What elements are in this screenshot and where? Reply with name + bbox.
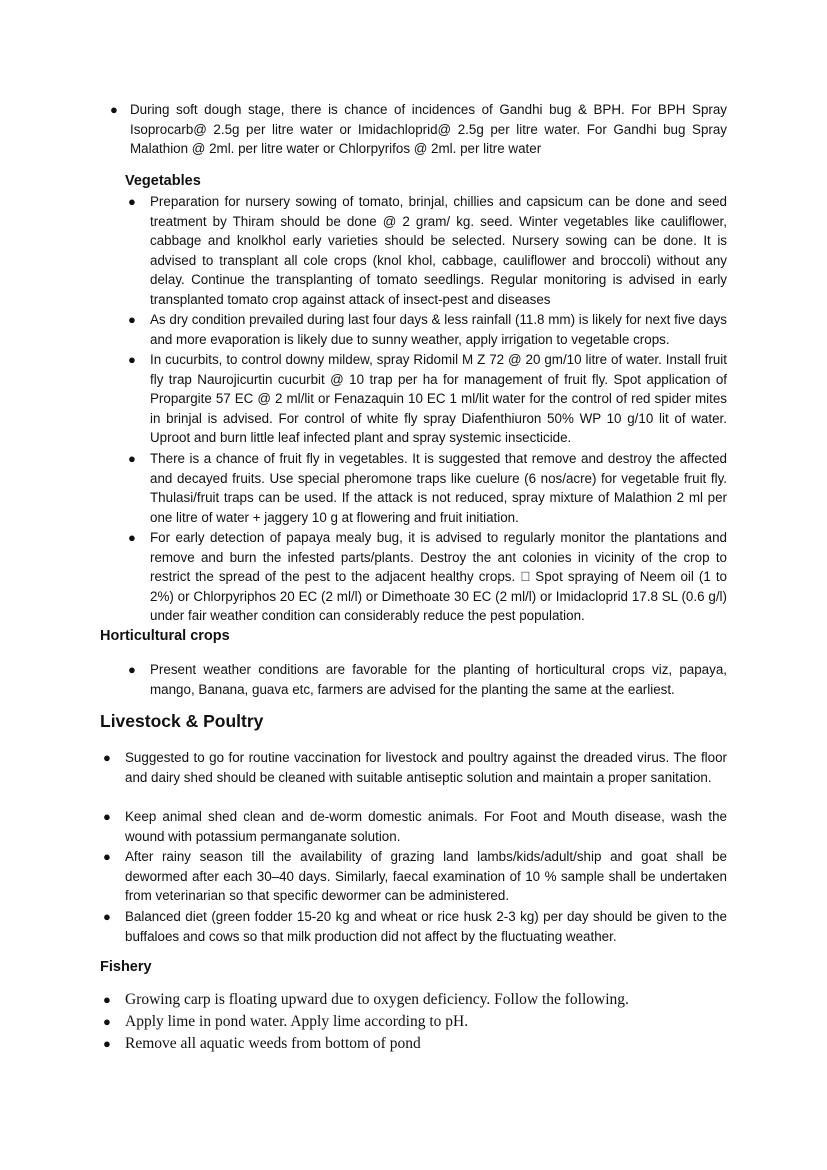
livestock-item: Suggested to go for routine vaccination for livestock and poultry against the dreaded virus. The floor and dairy shed should be cleaned with suitable antiseptic solution and maintain a proper sanitation. [125, 750, 727, 785]
bullet-icon: ● [103, 809, 111, 824]
livestock-item: Balanced diet (green fodder 15-20 kg and wheat or rice husk 2-3 kg) per day should be given to the buffaloes and cows so that milk production did not affect by the fluctuating weather. [125, 909, 727, 944]
horticultural-heading: Horticultural crops [100, 628, 230, 644]
vegetables-item: There is a chance of fruit fly in vegetables. It is suggested that remove and destroy the affected and decayed fruits. Use special pheromone traps like cuelure (6 nos/acre) for vegetable fruit fly. Thulasi/fruit traps can be used. If the attack is not reduced, spray mixture of Malathion 2 ml per one litre of water + jaggery 10 g at flowering and fruit initiation. [150, 451, 727, 525]
vegetables-item: As dry condition prevailed during last four days & less rainfall (11.8 mm) is likely for next five days and more evaporation is likely due to sunny weather, apply irrigation to vegetable crops. [150, 312, 727, 347]
bullet-icon: ● [103, 849, 111, 864]
bullet-icon: ● [103, 750, 111, 765]
fishery-item: Apply lime in pond water. Apply lime according to pH. [125, 1013, 469, 1030]
bullet-icon: ● [103, 1036, 111, 1051]
bullet-icon: ● [128, 662, 136, 677]
livestock-item: Keep animal shed clean and de-worm domestic animals. For Foot and Mouth disease, wash the wound with potassium permanganate solution. [125, 809, 727, 844]
bullet-icon: ● [128, 352, 136, 367]
bullet-icon: ● [103, 909, 111, 924]
rice-pest-note: During soft dough stage, there is chance of incidences of Gandhi bug & BPH. For BPH Spray Isoprocarb@ 2.5g per litre water or Imidachloprid@ 2.5g per litre water. For Gandhi bug Spray Malathion @ 2ml. per litre water or Chlorpyrifos @ 2ml. per litre water [130, 102, 727, 157]
horticultural-item: Present weather conditions are favorable for the planting of horticultural crops viz, papaya, mango, Banana, guava etc, farmers are advised for the planting the same at the earliest. [150, 662, 727, 697]
bullet-icon: ● [103, 1014, 111, 1029]
fishery-item: Growing carp is floating upward due to oxygen deficiency. Follow the following. [125, 991, 629, 1008]
vegetables-item: In cucurbits, to control downy mildew, spray Ridomil M Z 72 @ 20 gm/10 litre of water. Install fruit fly trap Naurojicurtin cucurbit @ 10 trap per ha for management of fruit fly. Spot application of Propargite 57 EC @ 2 ml/lit or Fenazaquin 10 EC 1 ml/lit water for the control of red spider mites in brinjal is advised. For control of white fly spray Diafenthiuron 50% WP 10 g/10 lit of water. Uproot and burn little leaf infected plant and spray systemic insecticide. [150, 352, 727, 446]
fishery-item: Remove all aquatic weeds from bottom of pond [125, 1035, 421, 1052]
vegetables-item: For early detection of papaya mealy bug, it is advised to regularly monitor the plantations and remove and burn the infested parts/plants. Destroy the ant colonies in vicinity of the crop to restrict the spread of the pest to the adjacent healthy crops. Spot spraying of Neem oil (1 to 2%) or Chlorpyriphos 20 EC (2 ml/l) or Dimethoate 30 EC (2 ml/l) or Imidacloprid 17.8 SL (0.6 g/l) under fair weather condition can considerably reduce the pest population. [150, 530, 727, 624]
bullet-icon: ● [128, 530, 136, 545]
vegetables-item: Preparation for nursery sowing of tomato, brinjal, chillies and capsicum can be done and seed treatment by Thiram should be done @ 2 gram/ kg. seed. Winter vegetables like cauliflower, cabbage and knolkhol early varieties should be selected. Nursery sowing can be done. It is advised to transplant all cole crops (knol khol, cabbage, cauliflower and broccoli) without any delay. Continue the transplanting of tomato seedlings. Regular monitoring is advised in early transplanted tomato crop against attack of insect-pest and diseases [150, 194, 727, 307]
livestock-heading: Livestock & Poultry [100, 711, 264, 731]
bullet-icon: ● [128, 312, 136, 327]
vegetables-heading: Vegetables [125, 173, 201, 189]
bullet-icon: ● [128, 451, 136, 466]
livestock-item: After rainy season till the availability of grazing land lambs/kids/adult/ship and goat shall be dewormed after each 30–40 days. Similarly, faecal examination of 10 % sample shall be undertaken from veterinarian so that specific dewormer can be administered. [125, 849, 727, 904]
bullet-icon: ● [110, 102, 118, 117]
fishery-heading: Fishery [100, 959, 152, 975]
bullet-icon: ● [103, 992, 111, 1007]
bullet-icon: ● [128, 194, 136, 209]
